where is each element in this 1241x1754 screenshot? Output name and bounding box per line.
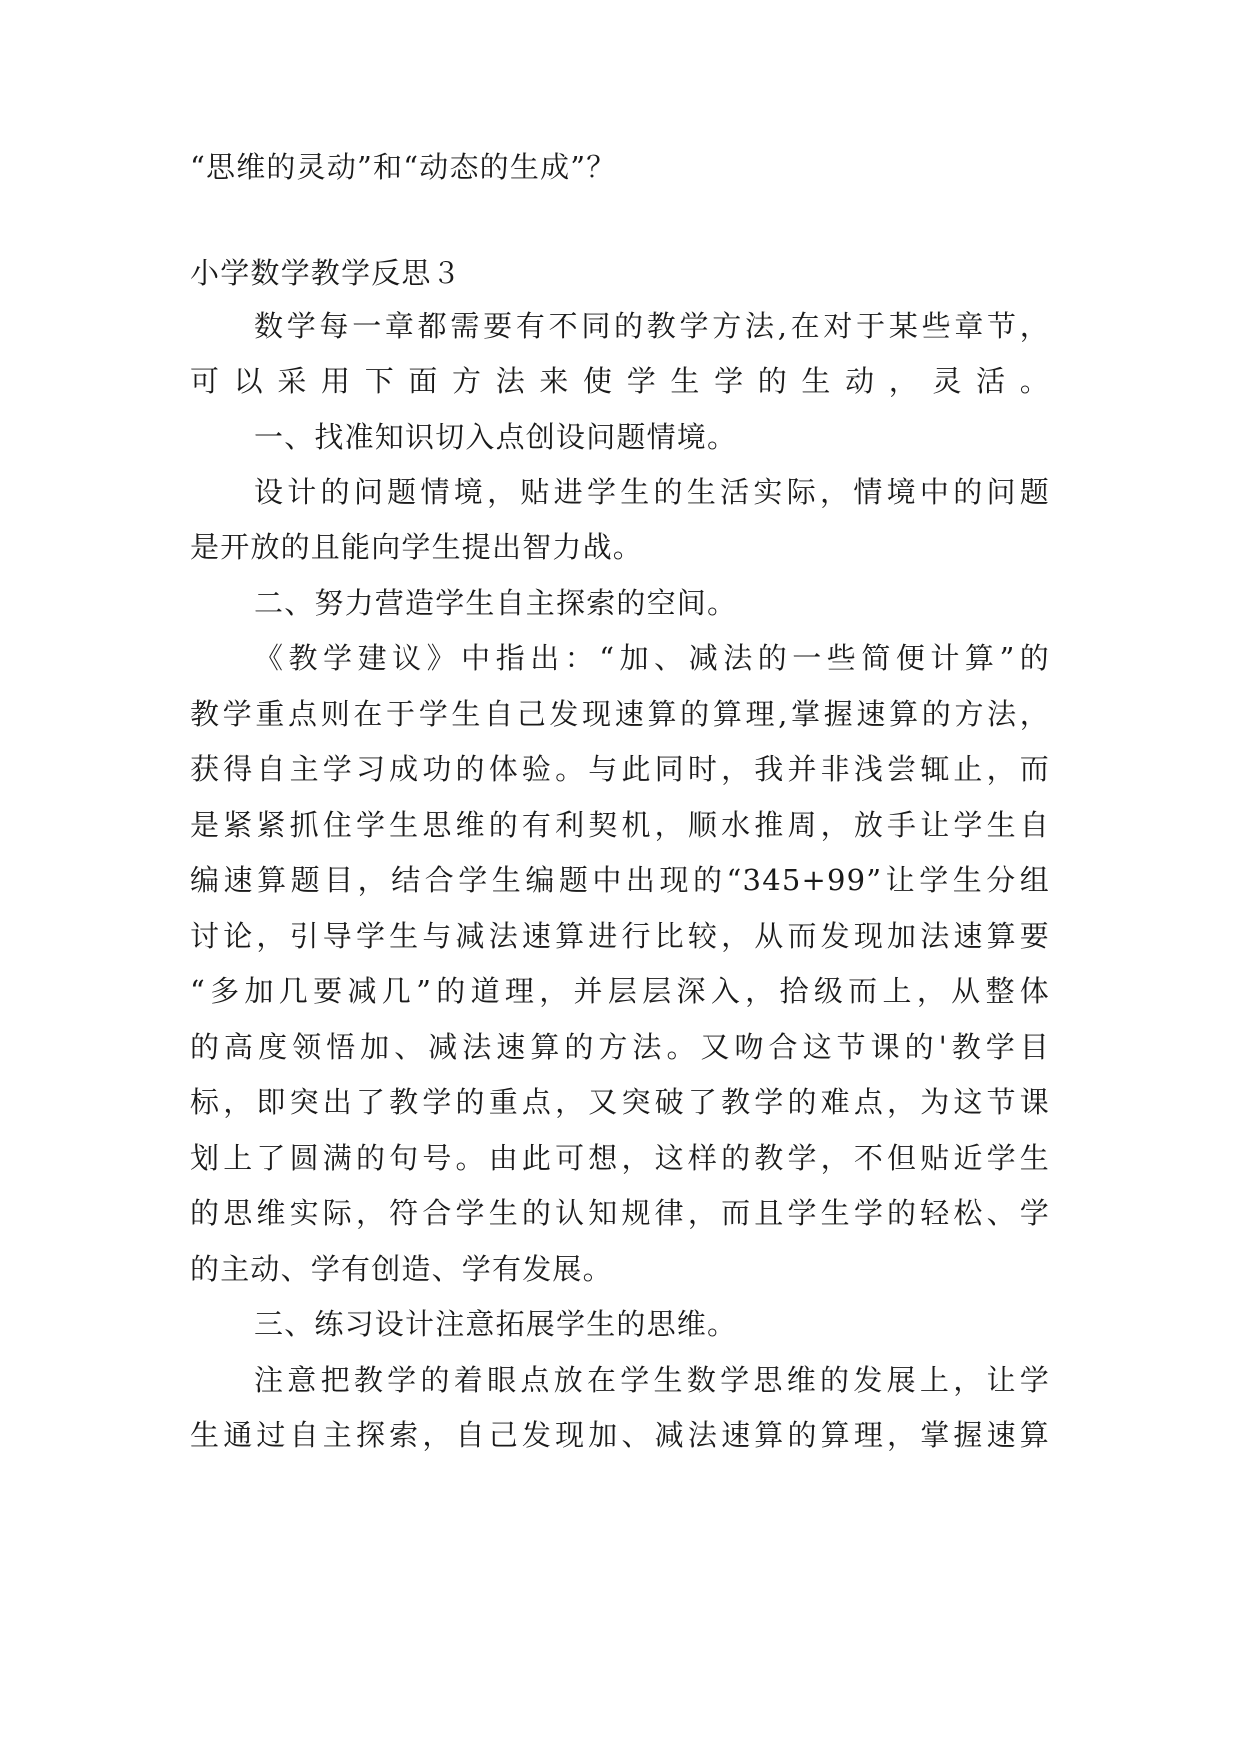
subheading: 一、找准知识切入点创设问题情境。: [254, 420, 738, 454]
text-line: 的思维实际，符合学生的认知规律，而且学生学的轻松、学: [190, 1196, 1050, 1230]
text-line: 生通过自主探索，自己发现加、减法速算的算理，掌握速算: [190, 1418, 1050, 1452]
text-line: 获得自主学习成功的体验。与此同时，我并非浅尝辄止，而: [190, 752, 1050, 786]
text-line: “多加几要减几”的道理，并层层深入，拾级而上，从整体: [190, 974, 1050, 1008]
text-line: 的主动、学有创造、学有发展。: [190, 1252, 613, 1286]
text-line: 设计的问题情境，贴进学生的生活实际，情境中的问题: [254, 475, 1050, 509]
text-line: 划上了圆满的句号。由此可想，这样的教学，不但贴近学生: [190, 1141, 1050, 1175]
text-line: 《教学建议》中指出：“加、减法的一些简便计算”的: [254, 641, 1050, 675]
text-line: 数学每一章都需要有不同的教学方法,在对于某些章节，: [254, 309, 1050, 343]
text-line: 标，即突出了教学的重点，又突破了教学的难点，为这节课: [190, 1085, 1050, 1119]
text-line: 讨论，引导学生与减法速算进行比较，从而发现加法速算要: [190, 919, 1050, 953]
text-line: 编速算题目，结合学生编题中出现的“345+99”让学生分组: [190, 863, 1050, 897]
text-line: 注意把教学的着眼点放在学生数学思维的发展上，让学: [254, 1363, 1050, 1397]
subheading: 二、努力营造学生自主探索的空间。: [254, 586, 738, 620]
text-line: 是紧紧抓住学生思维的有利契机，顺水推周，放手让学生自: [190, 808, 1050, 842]
text-line: 教学重点则在于学生自己发现速算的算理,掌握速算的方法，: [190, 697, 1050, 731]
text-line: “思维的灵动”和“动态的生成”？: [190, 150, 617, 184]
text-line: 可以采用下面方法来使学生学的生动，灵活。: [190, 364, 1050, 398]
subheading: 三、练习设计注意拓展学生的思维。: [254, 1307, 738, 1341]
text-line: 是开放的且能向学生提出智力战。: [190, 530, 644, 564]
document-page: [190, 0, 1050, 1754]
section-heading: 小学数学教学反思３: [190, 256, 462, 290]
text-line: 的高度领悟加、减法速算的方法。又吻合这节课的'教学目: [190, 1030, 1050, 1064]
